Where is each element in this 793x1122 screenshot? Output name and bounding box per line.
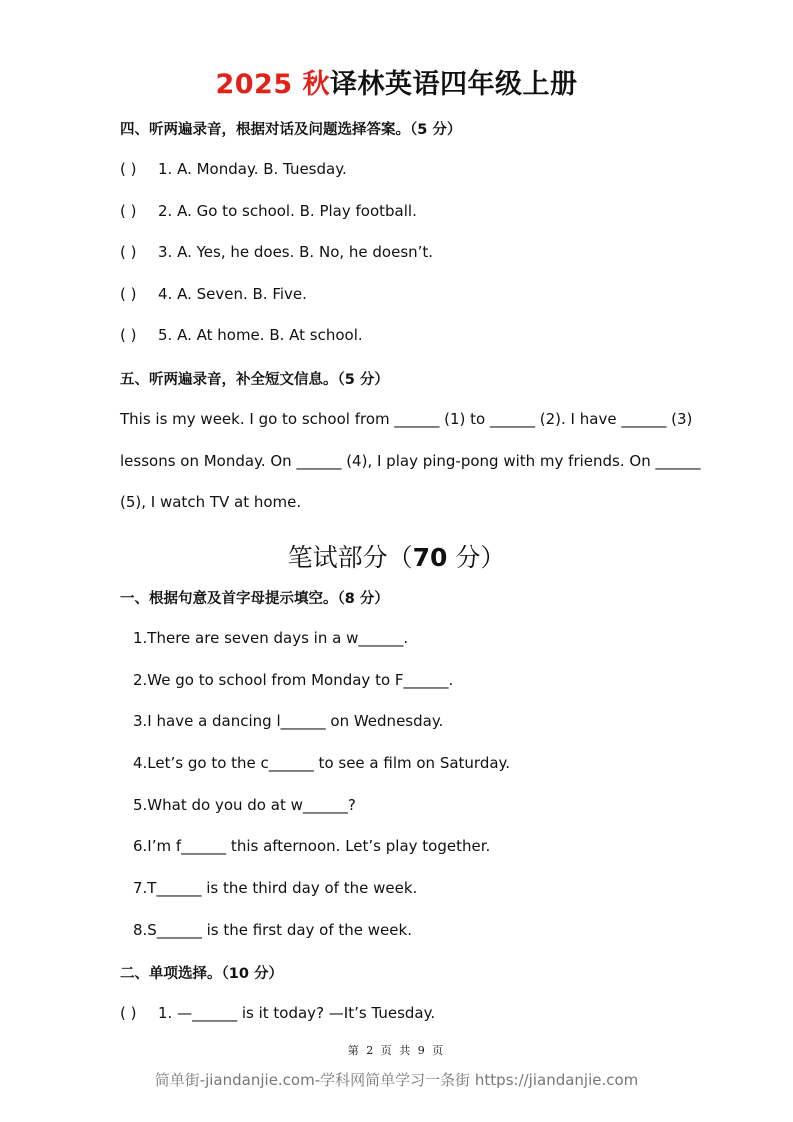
passage-line: lessons on Monday. On ______ (4), I play ping-pong with my friends. On ______ xyxy=(120,452,701,470)
part2-heading: 二、单项选择。（10 分） xyxy=(120,966,283,982)
listening-item-text: 5. A. At home. B. At school. xyxy=(158,326,363,344)
passage-line: This is my week. I go to school from ______ (1) to ______ (2). I have ______ (3) xyxy=(120,410,693,428)
answer-bracket: ( ) xyxy=(120,202,137,220)
written-title-score: 70 xyxy=(412,543,448,572)
footer-watermark: 简单街-jiandanjie.com-学科网简单学习一条街 https://jiandanjie.com xyxy=(154,1071,639,1089)
answer-bracket: ( ) xyxy=(120,285,137,303)
answer-bracket: ( ) xyxy=(120,243,137,261)
fill-blank-item: 3.I have a dancing l______ on Wednesday. xyxy=(133,712,444,730)
title-year: 2025 xyxy=(215,69,293,100)
section-listening-4-heading: 四、听两遍录音，根据对话及问题选择答案。（5 分） xyxy=(120,122,462,138)
title-rest: 译林英语四年级上册 xyxy=(330,69,578,100)
section-listening-5-heading: 五、听两遍录音，补全短文信息。（5 分） xyxy=(120,372,389,388)
fill-blank-item: 4.Let’s go to the c______ to see a film on Saturday. xyxy=(133,754,511,772)
fill-blank-item: 6.I’m f______ this afternoon. Let’s play together. xyxy=(133,837,491,855)
written-title-suffix: 分） xyxy=(447,543,506,572)
fill-blank-item: 7.T______ is the third day of the week. xyxy=(133,879,418,897)
listening-item-text: 2. A. Go to school. B. Play football. xyxy=(158,202,417,220)
listening-item-text: 3. A. Yes, he does. B. No, he doesn’t. xyxy=(158,243,434,261)
part1-heading: 一、根据句意及首字母提示填空。（8 分） xyxy=(120,591,389,607)
answer-bracket: ( ) xyxy=(120,326,137,344)
written-section-title xyxy=(0,538,793,574)
listening-item xyxy=(120,160,347,178)
document-title xyxy=(0,62,793,101)
choice-item-text: 1. —______ is it today? —It’s Tuesday. xyxy=(158,1004,436,1022)
written-title-prefix: 笔试部分（ xyxy=(287,543,413,572)
listening-item xyxy=(120,285,307,303)
listening-item xyxy=(120,243,433,261)
fill-blank-item: 2.We go to school from Monday to F______. xyxy=(133,671,454,689)
page-number: 第 2 页 共 9 页 xyxy=(347,1044,446,1057)
fill-blank-item: 1.There are seven days in a w______. xyxy=(133,629,409,647)
title-red-word: 秋 xyxy=(302,69,331,100)
fill-blank-item: 5.What do you do at w______? xyxy=(133,796,356,814)
answer-bracket: ( ) xyxy=(120,160,137,178)
passage-line: (5), I watch TV at home. xyxy=(120,493,302,511)
choice-item xyxy=(120,1004,435,1022)
answer-bracket: ( ) xyxy=(120,1004,137,1022)
listening-item-text: 1. A. Monday. B. Tuesday. xyxy=(158,160,347,178)
listening-item xyxy=(120,202,417,220)
listening-item-text: 4. A. Seven. B. Five. xyxy=(158,285,307,303)
listening-item xyxy=(120,326,363,344)
fill-blank-item: 8.S______ is the first day of the week. xyxy=(133,921,412,939)
